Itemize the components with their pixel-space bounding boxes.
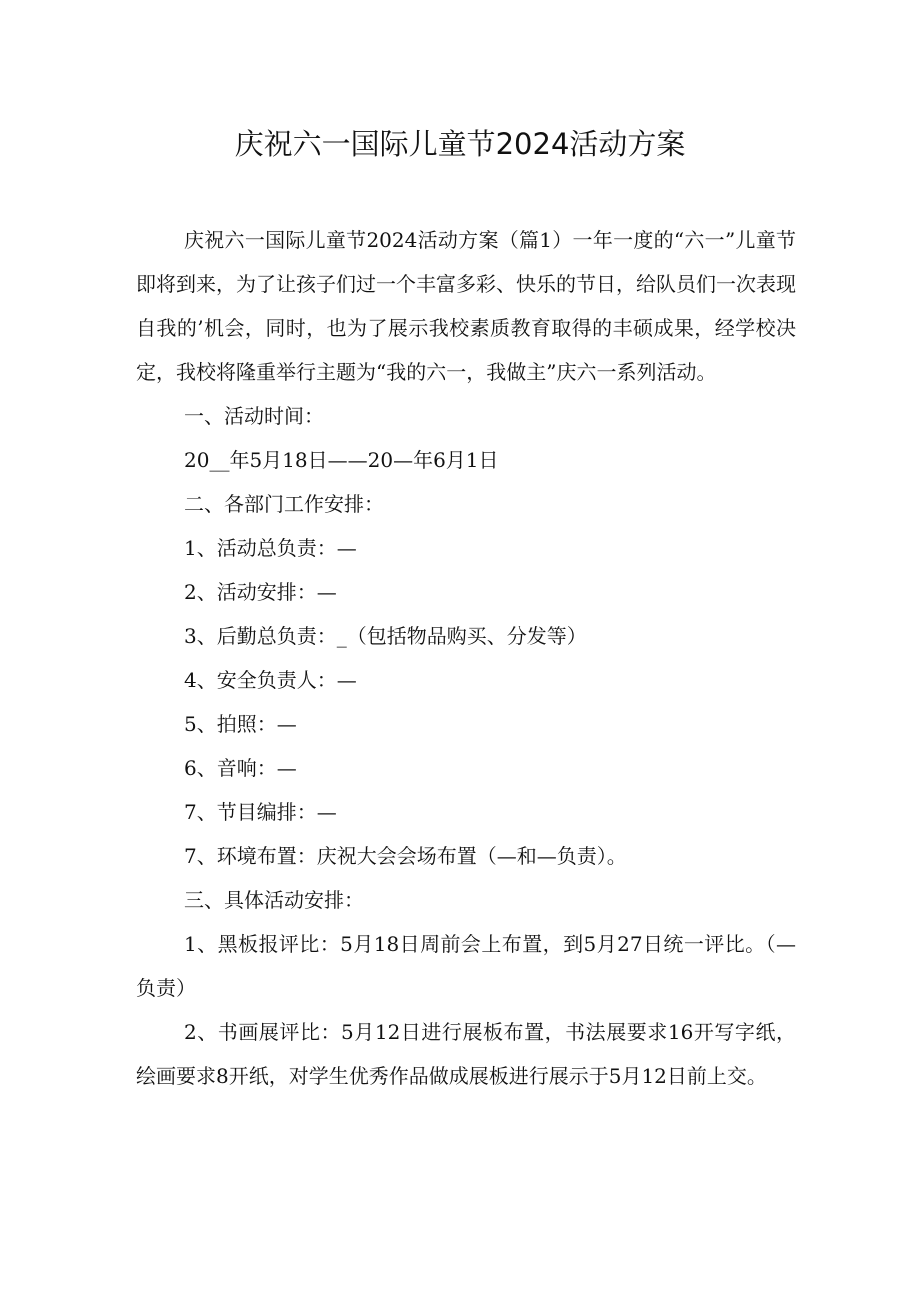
section-heading-activities: 三、具体活动安排： bbox=[184, 888, 364, 912]
list-item: 6、音响：— bbox=[184, 756, 297, 780]
list-item: 7、节目编排：— bbox=[184, 800, 337, 824]
document-body bbox=[136, 218, 796, 1098]
list-item: 4、安全负责人：— bbox=[184, 668, 357, 692]
list-item: 7、环境布置：庆祝大会会场布置（—和—负责）。 bbox=[184, 844, 627, 868]
activity-item-blackboard: 1、黑板报评比：5月18日周前会上布置，到5月27日统一评比。（—负责） bbox=[136, 932, 796, 1000]
list-item: 5、拍照：— bbox=[184, 712, 297, 736]
list-item: 1、活动总负责：— bbox=[184, 536, 357, 560]
document-title: 庆祝六一国际儿童节2024活动方案 bbox=[234, 127, 686, 161]
list-item: 2、活动安排：— bbox=[184, 580, 337, 604]
list-item: 3、后勤总负责：_（包括物品购买、分发等） bbox=[184, 624, 587, 648]
activity-item-art-exhibition: 2、书画展评比：5月12日进行展板布置，书法展要求16开写字纸，绘画要求8开纸，对学生优秀作品做成展板进行展示于5月12日前上交。 bbox=[136, 1020, 796, 1088]
intro-paragraph: 庆祝六一国际儿童节2024活动方案（篇1）一年一度的“六一”儿童节即将到来，为了让孩子们过一个丰富多彩、快乐的节日，给队员们一次表现自我的’机会，同时，也为了展示我校素质教育取得的丰硕成果，经学校决定，我校将隆重举行主题为“我的六一，我做主”庆六一系列活动。 bbox=[136, 228, 796, 384]
section-heading-departments: 二、各部门工作安排： bbox=[184, 492, 384, 516]
section-heading-time: 一、活动时间： bbox=[184, 404, 324, 428]
activity-date-range: 20__年5月18日——20—年6月1日 bbox=[184, 448, 499, 472]
